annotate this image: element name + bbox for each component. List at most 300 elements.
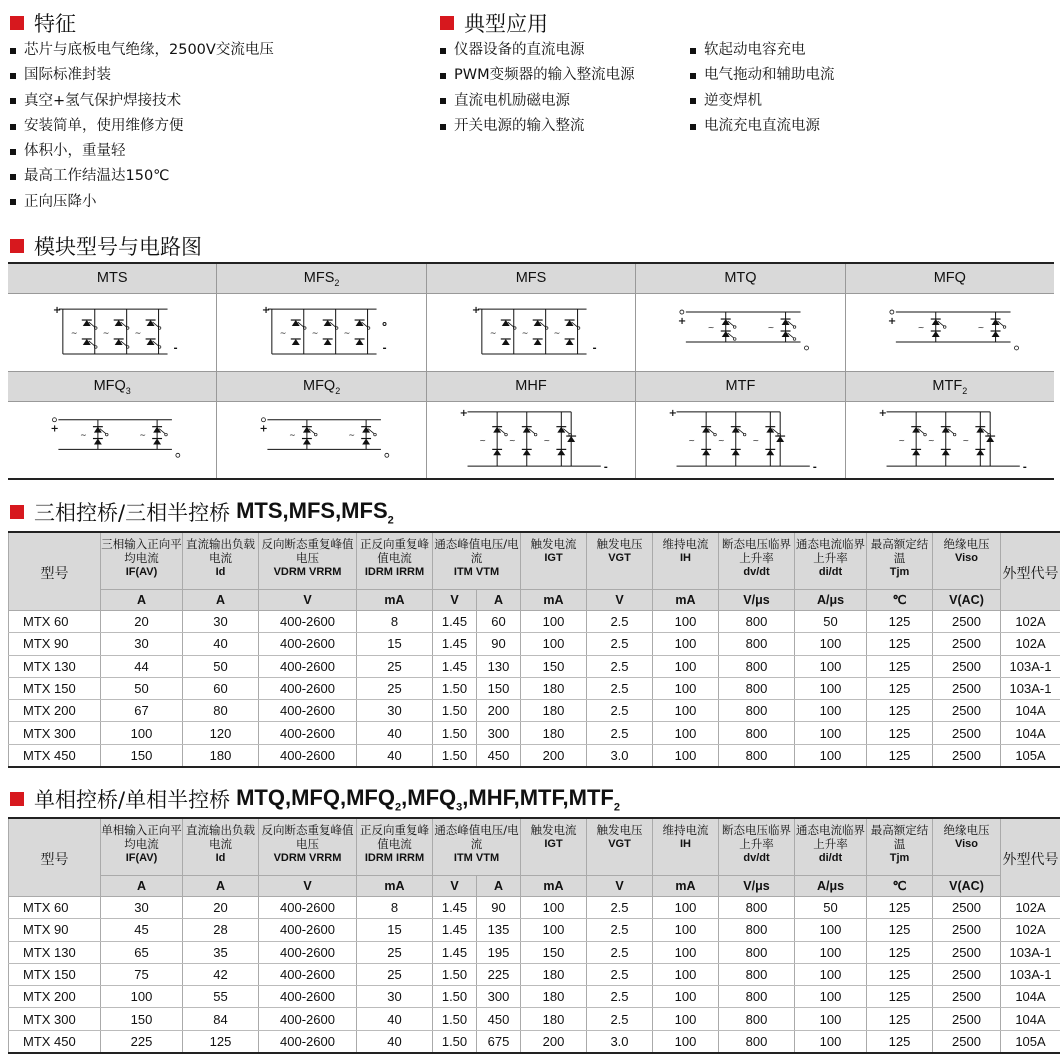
svg-text:~: ~ (522, 328, 529, 337)
bullet-icon (10, 124, 16, 130)
svg-text:-: - (813, 462, 817, 473)
bullet-icon (10, 73, 16, 79)
table-row (9, 633, 1060, 655)
circuit-model-name: MHF (427, 372, 635, 402)
table-cell: MTX 150 (9, 963, 101, 985)
circuit-cell (636, 264, 845, 372)
table-cell: 800 (719, 677, 795, 699)
feature-item: 安装简单，使用维修方便 (10, 114, 274, 139)
table-cell: 102A (1001, 611, 1060, 633)
single-phase-heading: 单相控桥/单相半控桥 $MTQ,MFQ,MFQ_2,MFQ_3,MHF,MTF,MTF_2$ (10, 784, 620, 814)
table-cell: 100 (653, 633, 719, 655)
circuit-cell (427, 264, 636, 372)
svg-text:~: ~ (708, 323, 715, 332)
column-header: 绝缘电压 Viso (933, 818, 1001, 876)
table-cell: 35 (183, 941, 259, 963)
table-cell: 2.5 (587, 963, 653, 985)
circuit-model-name: $MTF_2$ (846, 372, 1054, 402)
table-cell: 135 (477, 919, 521, 941)
table-cell: 30 (101, 897, 183, 919)
circuit-schematic-drawing (636, 294, 844, 371)
svg-text:+: + (472, 305, 480, 316)
table-cell: 800 (719, 611, 795, 633)
table-cell: 100 (795, 633, 867, 655)
table-cell: 103A-1 (1001, 677, 1060, 699)
unit-cell: mA (653, 590, 719, 611)
table-cell: 90 (477, 633, 521, 655)
table-cell: 2.5 (587, 611, 653, 633)
table-cell: 55 (183, 986, 259, 1008)
column-header: 断态电压临界上升率 dv/dt (719, 532, 795, 590)
bullet-icon (440, 98, 446, 104)
table-cell: 400-2600 (259, 677, 357, 699)
svg-text:+: + (669, 408, 677, 419)
svg-text:~: ~ (753, 436, 760, 445)
circuits-heading: 模块型号与电路图 (10, 231, 202, 261)
application-item: 仪器设备的直流电源 (440, 38, 635, 63)
table-cell: 400-2600 (259, 1008, 357, 1030)
column-header: 触发电压 VGT (587, 532, 653, 590)
column-header: 三相输入正向平均电流 IF(AV) (101, 532, 183, 590)
table-cell: 150 (101, 1008, 183, 1030)
circuit-schematic (427, 402, 635, 478)
table-cell: MTX 200 (9, 986, 101, 1008)
table-row (9, 919, 1060, 941)
table-cell: 100 (101, 722, 183, 744)
column-header: 通态峰值电压/电流 ITM VTM (433, 818, 521, 876)
table-cell: MTX 60 (9, 611, 101, 633)
application-item: 直流电机励磁电源 (440, 89, 635, 114)
table-row (9, 941, 1060, 963)
table-cell: 100 (653, 611, 719, 633)
column-header: 绝缘电压 Viso (933, 532, 1001, 590)
feature-item: 正向压降小 (10, 190, 274, 215)
table-cell: 1.50 (433, 963, 477, 985)
table-cell: 300 (477, 722, 521, 744)
bullet-icon (10, 174, 16, 180)
table-cell: 2500 (933, 941, 1001, 963)
circuit-model-name: MFS (427, 264, 635, 294)
table-cell: 30 (357, 700, 433, 722)
table-row (9, 700, 1060, 722)
circuit-schematic-drawing (217, 294, 425, 371)
circuit-schematic-drawing (217, 402, 425, 478)
table-cell: MTX 130 (9, 941, 101, 963)
svg-text:-: - (592, 343, 596, 354)
table-row (9, 611, 1060, 633)
table-cell: 45 (101, 919, 183, 941)
table-units-row (9, 590, 1060, 611)
table-cell: MTX 450 (9, 1030, 101, 1053)
applications-heading: 典型应用 (440, 8, 548, 38)
table-cell: 100 (521, 919, 587, 941)
svg-text:~: ~ (280, 328, 287, 337)
circuit-schematic (636, 402, 844, 478)
column-header: 触发电流 IGT (521, 818, 587, 876)
circuit-row-2 (8, 372, 1054, 478)
table-cell: 400-2600 (259, 722, 357, 744)
table-cell: 105A (1001, 1030, 1060, 1053)
circuit-schematic-drawing (427, 294, 635, 371)
table-cell: 2.5 (587, 1008, 653, 1030)
column-header: 外型代号 (1001, 818, 1060, 897)
table-cell: 125 (867, 655, 933, 677)
feature-item: 真空+氢气保护焊接技术 (10, 89, 274, 114)
column-header: 通态电流临界上升率 di/dt (795, 818, 867, 876)
table-cell: 30 (357, 986, 433, 1008)
table-cell: 100 (521, 897, 587, 919)
circuit-model-name: MTS (8, 264, 216, 294)
svg-text:~: ~ (103, 328, 110, 337)
column-header: 维持电流 IH (653, 532, 719, 590)
table-cell: 2500 (933, 633, 1001, 655)
circuit-schematic-drawing (427, 402, 635, 478)
table-row (9, 677, 1060, 699)
circuit-schematic-drawing (846, 294, 1054, 371)
circuit-cell (8, 372, 217, 478)
table-cell: 100 (653, 677, 719, 699)
circuit-model-name: $MFQ_3$ (8, 372, 216, 402)
circuit-cell (427, 372, 636, 478)
table-cell: 2500 (933, 677, 1001, 699)
svg-text:~: ~ (553, 328, 560, 337)
unit-cell: A (477, 876, 521, 897)
column-header: 通态峰值电压/电流 ITM VTM (433, 532, 521, 590)
circuit-row-1 (8, 264, 1054, 372)
table-cell: 200 (521, 744, 587, 767)
unit-cell: A (477, 590, 521, 611)
table-cell: 3.0 (587, 1030, 653, 1053)
features-heading: 特征 (10, 8, 76, 38)
table-cell: 40 (183, 633, 259, 655)
svg-text:~: ~ (479, 436, 486, 445)
table-cell: 1.50 (433, 744, 477, 767)
unit-cell: A (101, 590, 183, 611)
svg-text:+: + (51, 424, 59, 435)
column-header: 触发电流 IGT (521, 532, 587, 590)
table-cell: 400-2600 (259, 700, 357, 722)
column-header: 型号 (9, 818, 101, 897)
table-cell: 100 (521, 611, 587, 633)
circuit-schematic (427, 294, 635, 372)
table-cell: 800 (719, 986, 795, 1008)
table-cell: 125 (867, 897, 933, 919)
bullet-icon (440, 124, 446, 130)
table-cell: 180 (521, 1008, 587, 1030)
table-cell: 67 (101, 700, 183, 722)
svg-text:~: ~ (689, 436, 696, 445)
table-cell: 1.50 (433, 677, 477, 699)
table-cell: 100 (795, 722, 867, 744)
table-cell: MTX 130 (9, 655, 101, 677)
table-row (9, 897, 1060, 919)
table-cell: 2500 (933, 1008, 1001, 1030)
circuit-cell (217, 264, 426, 372)
table-cell: 800 (719, 744, 795, 767)
table-cell: 150 (521, 655, 587, 677)
table-cell: 225 (101, 1030, 183, 1053)
column-header: 最高额定结温 Tjm (867, 532, 933, 590)
table-cell: 104A (1001, 700, 1060, 722)
application-item: 开关电源的输入整流 (440, 114, 635, 139)
circuit-model-name: $MFS_2$ (217, 264, 425, 294)
column-header: 最高额定结温 Tjm (867, 818, 933, 876)
table-cell: 1.50 (433, 986, 477, 1008)
table-cell: 200 (477, 700, 521, 722)
features-list (10, 38, 274, 215)
table-cell: 100 (653, 941, 719, 963)
table-cell: 100 (653, 700, 719, 722)
table-cell: 300 (477, 986, 521, 1008)
table-cell: 2500 (933, 963, 1001, 985)
table-cell: 1.45 (433, 897, 477, 919)
table-row (9, 655, 1060, 677)
unit-cell: ℃ (867, 590, 933, 611)
table-cell: 105A (1001, 744, 1060, 767)
bullet-icon (440, 48, 446, 54)
unit-cell: mA (357, 590, 433, 611)
circuit-cell (846, 264, 1054, 372)
unit-cell: V(AC) (933, 590, 1001, 611)
unit-cell: A (183, 590, 259, 611)
table-cell: 225 (477, 963, 521, 985)
table-cell: MTX 450 (9, 744, 101, 767)
table-cell: 40 (357, 744, 433, 767)
table-cell: 1.50 (433, 722, 477, 744)
table-cell: 50 (183, 655, 259, 677)
table-cell: 125 (867, 963, 933, 985)
table-cell: 40 (357, 1030, 433, 1053)
table-cell: 103A-1 (1001, 963, 1060, 985)
table-cell: 100 (653, 1008, 719, 1030)
circuit-schematic (217, 402, 425, 478)
feature-item: 最高工作结温达150℃ (10, 164, 274, 189)
bullet-icon (10, 149, 16, 155)
table-cell: 400-2600 (259, 655, 357, 677)
three-phase-heading: 三相控桥/三相半控桥 $MTS,MFS,MFS_2$ (10, 497, 394, 527)
bullet-icon (10, 48, 16, 54)
table-cell: 2500 (933, 897, 1001, 919)
table-cell: MTX 200 (9, 700, 101, 722)
application-item: 软起动电容充电 (690, 38, 835, 63)
bullet-icon (690, 124, 696, 130)
unit-cell: V (433, 590, 477, 611)
circuit-schematic-drawing (8, 294, 216, 371)
table-cell: 125 (867, 941, 933, 963)
table-cell: 180 (521, 677, 587, 699)
table-cell: 125 (867, 1030, 933, 1053)
unit-cell: mA (357, 876, 433, 897)
unit-cell: V (259, 876, 357, 897)
svg-text:+: + (53, 305, 61, 316)
column-header: 直流输出负载电流 Id (183, 818, 259, 876)
table-cell: 450 (477, 744, 521, 767)
table-cell: 100 (653, 963, 719, 985)
table-cell: 120 (183, 722, 259, 744)
unit-cell: V (259, 590, 357, 611)
table-cell: 25 (357, 963, 433, 985)
unit-cell: ℃ (867, 876, 933, 897)
table-cell: 125 (183, 1030, 259, 1053)
table-cell: 100 (795, 963, 867, 985)
feature-item: 国际标准封装 (10, 63, 274, 88)
svg-text:~: ~ (928, 436, 935, 445)
table-cell: 1.50 (433, 1008, 477, 1030)
table-cell: 8 (357, 897, 433, 919)
table-cell: 100 (795, 1008, 867, 1030)
table-cell: 800 (719, 700, 795, 722)
circuit-schematic (636, 294, 844, 372)
svg-text:~: ~ (977, 323, 984, 332)
table-cell: 2500 (933, 986, 1001, 1008)
table-cell: 60 (183, 677, 259, 699)
circuit-cell (636, 372, 845, 478)
red-square-icon (10, 505, 24, 519)
column-header: 外型代号 (1001, 532, 1060, 611)
table-cell: 60 (477, 611, 521, 633)
table-cell: 125 (867, 633, 933, 655)
table-row (9, 744, 1060, 767)
circuit-schematic (8, 294, 216, 372)
application-item: PWM变频器的输入整流电源 (440, 63, 635, 88)
table-cell: 2500 (933, 744, 1001, 767)
table-cell: 800 (719, 897, 795, 919)
table-cell: 2.5 (587, 941, 653, 963)
table-cell: 15 (357, 919, 433, 941)
red-square-icon (10, 239, 24, 253)
table-cell: 40 (357, 722, 433, 744)
table-cell: 400-2600 (259, 611, 357, 633)
table-cell: 800 (719, 655, 795, 677)
svg-text:~: ~ (490, 328, 497, 337)
table-cell: 2500 (933, 1030, 1001, 1053)
circuit-schematic (8, 402, 216, 478)
bullet-icon (690, 48, 696, 54)
table-cell: 180 (183, 744, 259, 767)
circuit-schematic (217, 294, 425, 372)
table-cell: 195 (477, 941, 521, 963)
svg-text:~: ~ (312, 328, 319, 337)
column-header: 反向断态重复峰值电压 VDRM VRRM (259, 532, 357, 590)
table-cell: 84 (183, 1008, 259, 1030)
circuit-schematic (846, 294, 1054, 372)
table-cell: MTX 60 (9, 897, 101, 919)
svg-text:~: ~ (290, 431, 297, 440)
column-header: 触发电压 VGT (587, 818, 653, 876)
svg-text:~: ~ (349, 431, 356, 440)
single-phase-models: $MTQ,MFQ,MFQ_2,MFQ_3,MHF,MTF,MTF_2$ (236, 785, 620, 813)
applications-list-col2 (690, 38, 835, 139)
table-cell: 125 (867, 986, 933, 1008)
table-cell: 44 (101, 655, 183, 677)
unit-cell: V/μs (719, 876, 795, 897)
circuit-schematic-drawing (846, 402, 1054, 478)
table-cell: 1.45 (433, 655, 477, 677)
bullet-icon (690, 98, 696, 104)
unit-cell: A (183, 876, 259, 897)
table-cell: 102A (1001, 919, 1060, 941)
table-header-row (9, 532, 1060, 590)
table-cell: 20 (101, 611, 183, 633)
circuit-schematic-drawing (636, 402, 844, 478)
single-phase-table (8, 817, 1060, 1054)
table-row (9, 1008, 1060, 1030)
table-cell: 125 (867, 722, 933, 744)
red-square-icon (10, 792, 24, 806)
table-cell: 400-2600 (259, 963, 357, 985)
table-cell: 2.5 (587, 700, 653, 722)
table-cell: 180 (521, 722, 587, 744)
table-cell: 800 (719, 941, 795, 963)
circuit-model-name: MTF (636, 372, 844, 402)
column-header: 单相输入正向平均电流 IF(AV) (101, 818, 183, 876)
table-cell: 150 (477, 677, 521, 699)
table-cell: 103A-1 (1001, 655, 1060, 677)
table-cell: 100 (653, 919, 719, 941)
unit-cell: V (587, 590, 653, 611)
table-units-row (9, 876, 1060, 897)
svg-text:+: + (888, 316, 896, 327)
circuit-model-name: MTQ (636, 264, 844, 294)
table-cell: 400-2600 (259, 1030, 357, 1053)
column-header: 通态电流临界上升率 di/dt (795, 532, 867, 590)
unit-cell: A/μs (795, 590, 867, 611)
svg-text:+: + (678, 316, 686, 327)
table-cell: 130 (477, 655, 521, 677)
table-cell: 25 (357, 655, 433, 677)
unit-cell: V/μs (719, 590, 795, 611)
table-cell: 100 (795, 1030, 867, 1053)
table-cell: MTX 300 (9, 722, 101, 744)
table-cell: 2.5 (587, 919, 653, 941)
table-cell: MTX 150 (9, 677, 101, 699)
table-cell: 20 (183, 897, 259, 919)
column-header: 型号 (9, 532, 101, 611)
table-cell: 2.5 (587, 722, 653, 744)
table-cell: 100 (795, 677, 867, 699)
table-cell: 42 (183, 963, 259, 985)
table-cell: 100 (653, 986, 719, 1008)
svg-text:~: ~ (898, 436, 905, 445)
table-cell: 75 (101, 963, 183, 985)
table-cell: 150 (101, 744, 183, 767)
table-cell: 125 (867, 1008, 933, 1030)
table-cell: 25 (357, 941, 433, 963)
table-cell: 200 (521, 1030, 587, 1053)
table-cell: 104A (1001, 986, 1060, 1008)
table-cell: 400-2600 (259, 744, 357, 767)
svg-text:~: ~ (80, 431, 87, 440)
table-cell: 800 (719, 633, 795, 655)
table-cell: 1.50 (433, 1030, 477, 1053)
unit-cell: mA (521, 876, 587, 897)
application-item: 电流充电直流电源 (690, 114, 835, 139)
table-cell: 100 (653, 655, 719, 677)
table-cell: 125 (867, 744, 933, 767)
table-row (9, 1030, 1060, 1053)
table-cell: 800 (719, 963, 795, 985)
table-row (9, 722, 1060, 744)
table-cell: 100 (795, 700, 867, 722)
table-cell: 400-2600 (259, 941, 357, 963)
table-cell: 2.5 (587, 633, 653, 655)
table-cell: 2500 (933, 919, 1001, 941)
svg-text:~: ~ (962, 436, 969, 445)
table-row (9, 963, 1060, 985)
table-cell: 125 (867, 919, 933, 941)
red-square-icon (440, 16, 454, 30)
table-cell: 8 (357, 611, 433, 633)
